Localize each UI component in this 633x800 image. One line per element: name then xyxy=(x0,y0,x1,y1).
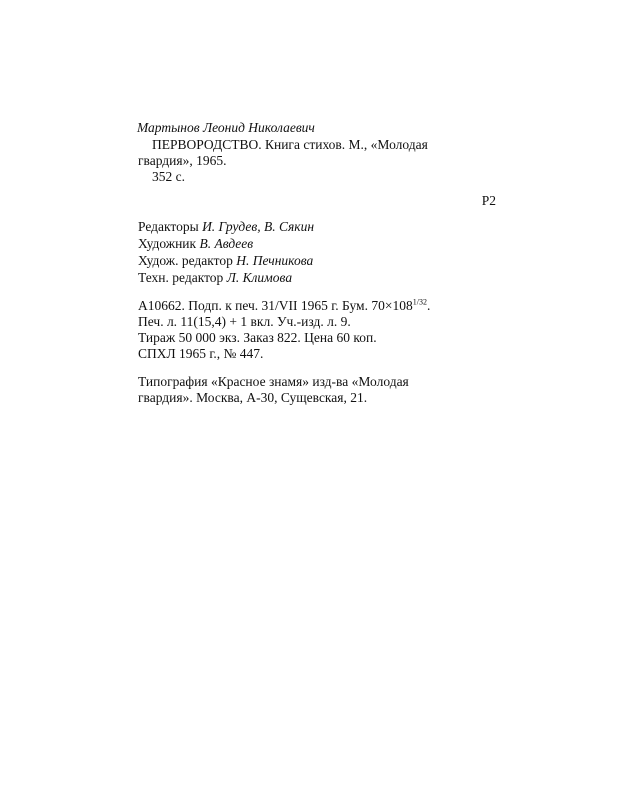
credit-name: В. Авдеев xyxy=(199,236,254,251)
credit-role: Редакторы xyxy=(138,219,199,234)
credit-name: Л. Климова xyxy=(226,270,293,285)
credit-role: Худож. редактор xyxy=(138,253,233,268)
credit-role: Художник xyxy=(138,236,197,251)
printing-house-line-2: гвардия». Москва, А-30, Сущевская, 21. xyxy=(138,390,368,405)
print-info-line-2: Печ. л. 11(15,4) + 1 вкл. Уч.-изд. л. 9. xyxy=(138,314,351,329)
credit-name: Н. Печникова xyxy=(236,253,314,268)
credit-art-editor xyxy=(138,252,496,269)
paper-format-fraction: 1/32 xyxy=(412,297,427,307)
classification-code: Р2 xyxy=(481,193,496,208)
credit-tech-editor xyxy=(138,269,496,286)
page-count: 352 с. xyxy=(152,169,185,184)
printing-house xyxy=(138,374,496,406)
print-info-line-1-end: . xyxy=(426,298,431,313)
credit-artist xyxy=(138,235,496,252)
print-info-line-1 xyxy=(138,298,496,314)
credits-list xyxy=(138,218,496,286)
author-name: Мартынов Леонид Николаевич xyxy=(137,120,315,135)
print-info-line-4: СПХЛ 1965 г., № 447. xyxy=(138,346,264,361)
book-title-line: ПЕРВОРОДСТВО. Книга стихов. М., «Молодая xyxy=(152,137,428,152)
print-info-line-1-text: А10662. Подп. к печ. 31/VII 1965 г. Бум. 70×108 xyxy=(138,298,413,313)
printing-house-line-1: Типография «Красное знамя» изд-ва «Молодая xyxy=(138,374,409,389)
print-info xyxy=(138,298,496,362)
credit-name: И. Грудев, В. Сякин xyxy=(202,219,315,234)
credit-role: Техн. редактор xyxy=(138,270,224,285)
colophon xyxy=(138,120,496,406)
print-info-line-3: Тираж 50 000 экз. Заказ 822. Цена 60 коп. xyxy=(138,330,377,345)
credit-editors xyxy=(138,218,496,235)
book-title-line-2: гвардия», 1965. xyxy=(138,153,227,168)
